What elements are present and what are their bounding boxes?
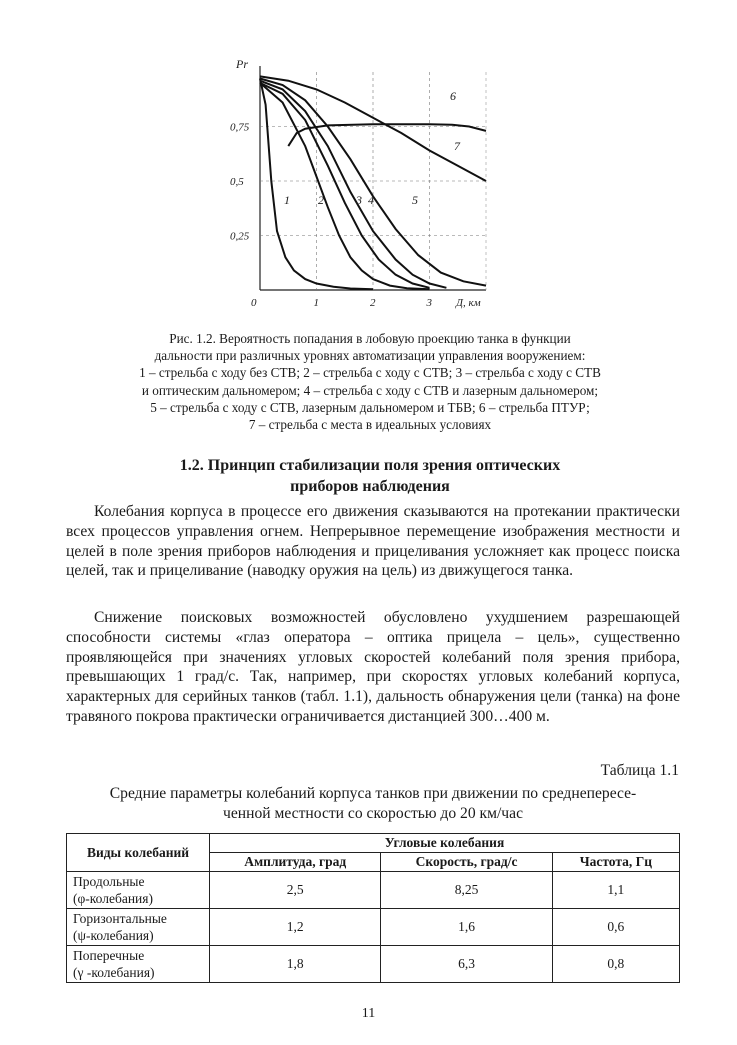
figure-caption [80, 330, 660, 433]
x-axis-label: Д, км [456, 297, 481, 309]
header-frequency: Частота, Гц [552, 853, 679, 872]
caption-line: и оптическим дальномером; 4 – стрельба с ходу с СТВ и лазерным дальномером; [141, 382, 599, 398]
row-name-line: Горизонтальные [73, 911, 167, 926]
curve-label-5: 5 [412, 193, 418, 207]
oscillation-table [66, 833, 680, 983]
cell-frequency: 0,6 [552, 909, 679, 946]
section-title [90, 455, 650, 497]
y-tick-label: 0,5 [230, 176, 244, 188]
row-name-line: (φ-колебания) [73, 891, 153, 906]
curve-label-1: 1 [284, 193, 290, 207]
table-title-line: Средние параметры колебаний корпуса танков при движении по среднепересе- [109, 785, 637, 802]
section-title-line: приборов наблюдения [290, 478, 450, 495]
cell-frequency: 0,8 [552, 946, 679, 983]
table-row [67, 872, 680, 909]
table-title [66, 784, 680, 824]
row-name [67, 909, 210, 946]
header-group: Угловые колебания [210, 834, 680, 853]
table-title-line: ченной местности со скоростью до 20 км/час [223, 805, 523, 822]
cell-amplitude: 2,5 [210, 872, 381, 909]
probability-figure [228, 52, 508, 328]
caption-line: 5 – стрельба с ходу с СТВ, лазерным дальномером и ТБВ; 6 – стрельба ПТУР; [150, 399, 590, 415]
x-tick-label: 1 [313, 297, 319, 309]
x-tick-label: 3 [426, 297, 432, 309]
y-axis-label: Pr [236, 57, 248, 71]
section-title-line: 1.2. Принцип стабилизации поля зрения оптических [179, 457, 561, 474]
y-tick-label: 0,25 [230, 230, 250, 243]
row-name-line: Продольные [73, 874, 145, 889]
cell-amplitude: 1,8 [210, 946, 381, 983]
curve-label-6: 6 [450, 89, 456, 103]
header-kinds: Виды колебаний [67, 834, 210, 872]
table-label: Таблица 1.1 [600, 762, 679, 779]
row-name-line: Поперечные [73, 948, 145, 963]
row-name [67, 946, 210, 983]
cell-speed: 8,25 [381, 872, 552, 909]
caption-line: 7 – стрельба с места в идеальных условиях [248, 417, 492, 433]
header-amplitude: Амплитуда, град [210, 853, 381, 872]
curve-label-4: 4 [368, 193, 374, 207]
curve-label-2: 2 [318, 193, 324, 207]
curve-label-7: 7 [454, 139, 460, 153]
row-name-line: (ψ-колебания) [73, 928, 154, 943]
caption-line: дальности при различных уровнях автоматизации управления вооружением: [154, 348, 586, 364]
row-name-line: (γ -колебания) [73, 965, 155, 980]
row-name [67, 872, 210, 909]
page-number: 11 [361, 1006, 376, 1021]
curve-label-3: 3 [356, 193, 362, 207]
header-speed: Скорость, град/с [381, 853, 552, 872]
y-tick-label: 0,75 [230, 121, 250, 134]
x-tick-label: 2 [370, 297, 376, 309]
table-row [67, 909, 680, 946]
paragraph-2: Снижение поисковых возможностей обусловлено ухудшением разрешающей способности системы «глаз оператора – оптика прицела – цель», существенно проявляющейся при значениях угловых скоростей колебаний поля зрения прибора, превышающих 1 град/с. Так, например, при скоростях угловых колебаний корпуса, характерных для серийных танков (табл. 1.1), дальность обнаружения цели (танка) на фоне травяного покрова практически ограничивается дистанцией 300…400 м. [66, 609, 680, 725]
probability-chart [228, 52, 508, 328]
x-tick-label: 0 [251, 297, 257, 309]
cell-amplitude: 1,2 [210, 909, 381, 946]
table-row [67, 946, 680, 983]
caption-line: Рис. 1.2. Вероятность попадания в лобовую проекцию танка в функции [169, 331, 571, 346]
cell-frequency: 1,1 [552, 872, 679, 909]
cell-speed: 1,6 [381, 909, 552, 946]
paragraph-1: Колебания корпуса в процессе его движения сказываются на протекании практически всех процессов управления огнем. Непрерывное перемещение изображения местности и целей в поле зрения приборов наблюдения и прицеливания усложняет как процесс поиска целей, так и прицеливание (наводку оружия на цель) из движущегося танка. [66, 503, 680, 580]
cell-speed: 6,3 [381, 946, 552, 983]
caption-line: 1 – стрельба с ходу без СТВ; 2 – стрельба с ходу с СТВ; 3 – стрельба с ходу с СТВ [139, 365, 601, 381]
